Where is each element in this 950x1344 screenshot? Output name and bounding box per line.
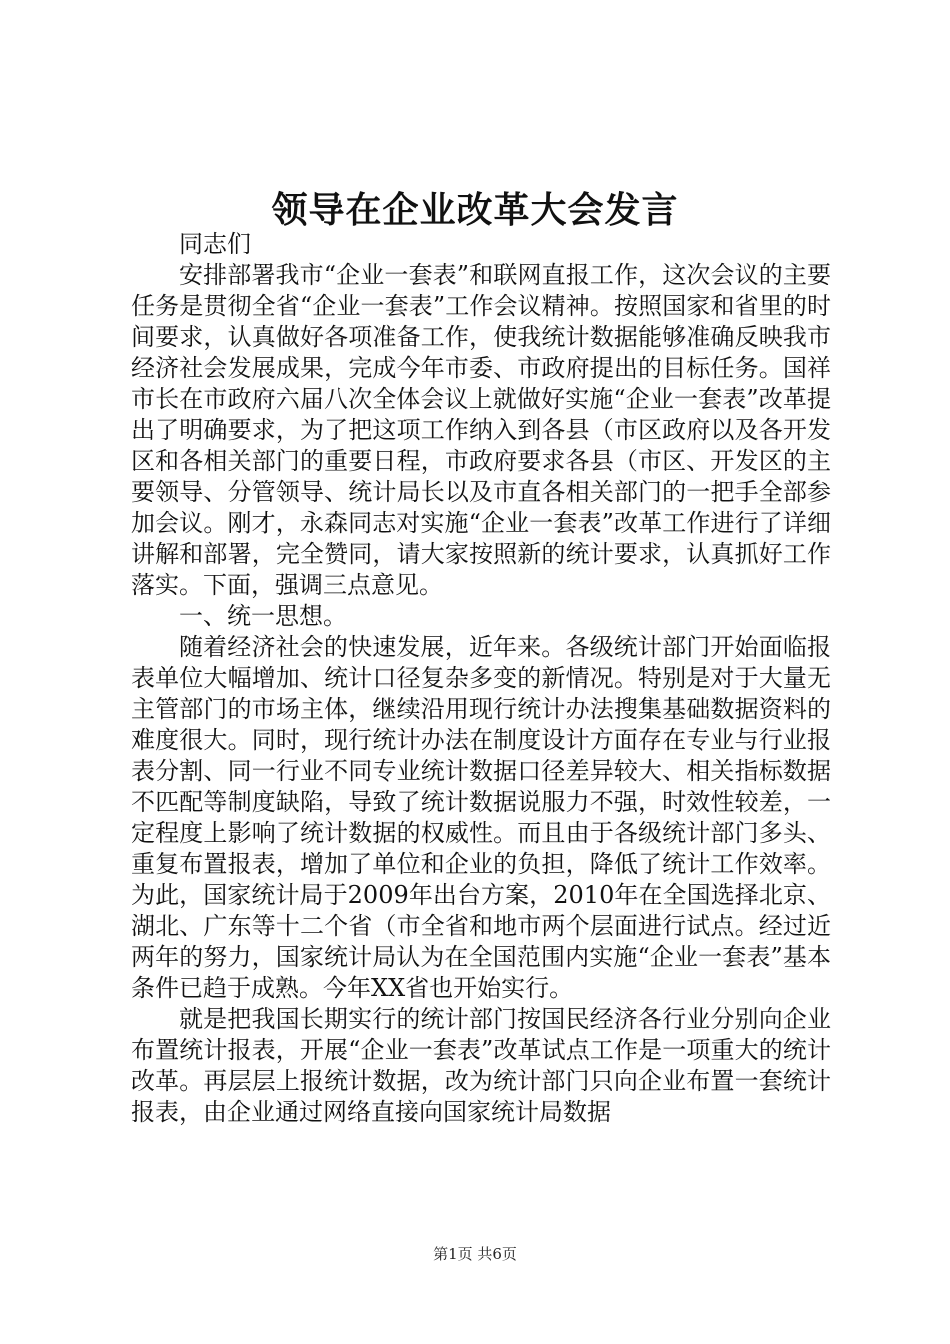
body-paragraph: 就是把我国长期实行的统计部门按国民经济各行业分别向企业布置统计报表，开展“企业一套表”改革试点工作是一项重大的统计改革。再层层上报统计数据，改为统计部门只向企业布置一套统计报表，由企业通过网络直接向国家统计局数据 [131,1005,831,1126]
section-heading: 一、统一思想。 [179,602,347,630]
page-footer: 第1页 共6页 [433,1245,517,1263]
body-paragraph: 安排部署我市“企业一套表”和联网直报工作，这次会议的主要任务是贯彻全省“企业一套表”工作会议精神。按照国家和省里的时间要求，认真做好各项准备工作，使我统计数据能够准确反映我市经济社会发展成果，完成今年市委、市政府提出的目标任务。国祥市长在市政府六届八次全体会议上就做好实施“企业一套表”改革提出了明确要求，为了把这项工作纳入到各县（市区政府以及各开发区和各相关部门的重要日程，市政府要求各县（市区、开发区的主要领导、分管领导、统计局长以及市直各相关部门的一把手全部参加会议。刚才，永森同志对实施“企业一套表”改革工作进行了详细讲解和部署，完全赞同，请大家按照新的统计要求，认真抓好工作落实。下面，强调三点意见。 [131,261,831,599]
body-paragraph: 随着经济社会的快速发展，近年来。各级统计部门开始面临报表单位大幅增加、统计口径复杂多变的新情况。特别是对于大量无主管部门的市场主体，继续沿用现行统计办法搜集基础数据资料的难度很大。同时，现行统计办法在制度设计方面存在专业与行业报表分割、同一行业不同专业统计数据口径差异较大、相关指标数据不匹配等制度缺陷，导致了统计数据说服力不强，时效性较差，一定程度上影响了统计数据的权威性。而且由于各级统计部门多头、重复布置报表，增加了单位和企业的负担，降低了统计工作效率。为此，国家统计局于2009年出台方案，2010年在全国选择北京、湖北、广东等十二个省（市全省和地市两个层面进行试点。经过近两年的努力，国家统计局认为在全国范围内实施“企业一套表”基本条件已趋于成熟。今年XX省也开始实行。 [131,633,831,1002]
document-title: 领导在企业改革大会发言 [271,189,679,231]
salutation-paragraph: 同志们 [179,230,251,258]
document-body [131,229,831,1128]
